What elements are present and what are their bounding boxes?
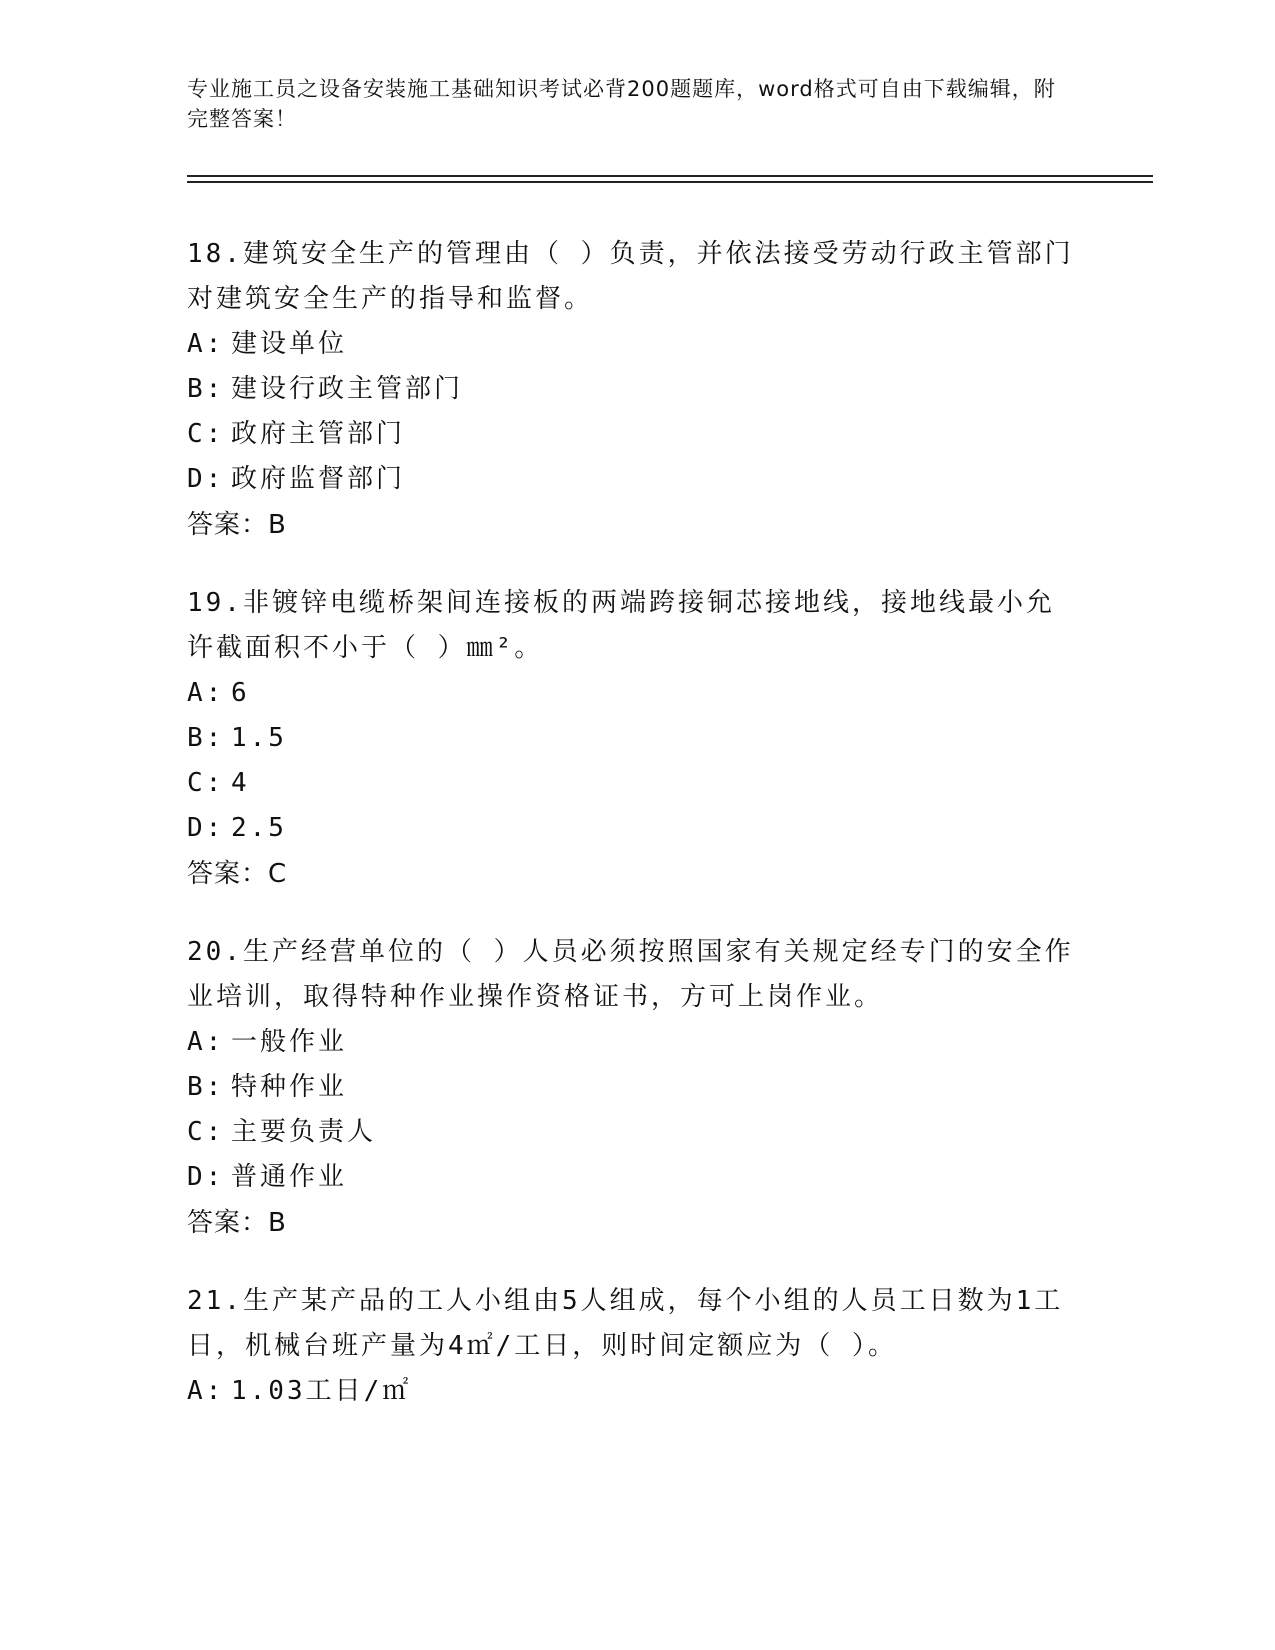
option-a xyxy=(187,1369,1077,1414)
option-letter: C: xyxy=(187,419,225,449)
question-list xyxy=(187,232,1077,1447)
option-text: 1.5 xyxy=(231,723,287,753)
option-letter: C: xyxy=(187,1117,225,1147)
option-d xyxy=(187,457,1077,502)
question-text: 19.非镀锌电缆桥架间连接板的两端跨接铜芯接地线，接地线最小允许截面积不小于（ ）㎜²。 xyxy=(187,588,1055,663)
option-letter: C: xyxy=(187,768,225,798)
option-letter: A: xyxy=(187,329,225,359)
option-b xyxy=(187,367,1077,412)
option-text: 政府主管部门 xyxy=(231,419,406,449)
option-d xyxy=(187,1155,1077,1200)
question-text: 21.生产某产品的工人小组由5人组成，每个小组的人员工日数为1工日，机械台班产量为4㎡/工日，则时间定额应为（ ）。 xyxy=(187,1286,1064,1361)
option-text: 政府监督部门 xyxy=(231,464,406,494)
question-18 xyxy=(187,232,1077,548)
question-text: 20.生产经营单位的（ ）人员必须按照国家有关规定经专门的安全作业培训，取得特种作业操作资格证书，方可上岗作业。 xyxy=(187,937,1074,1012)
option-letter: D: xyxy=(187,813,225,843)
answer-line: 答案：B xyxy=(187,1208,287,1238)
option-text: 主要负责人 xyxy=(231,1117,377,1147)
option-a xyxy=(187,322,1077,367)
option-letter: A: xyxy=(187,1376,225,1406)
option-d xyxy=(187,806,1077,851)
option-text: 4 xyxy=(231,768,250,798)
option-a xyxy=(187,671,1077,716)
option-letter: D: xyxy=(187,1162,225,1192)
header-rule-bottom xyxy=(187,181,1153,183)
option-c xyxy=(187,412,1077,457)
answer-line: 答案：C xyxy=(187,859,288,889)
option-text: 2.5 xyxy=(231,813,287,843)
option-text: 一般作业 xyxy=(231,1027,348,1057)
option-text: 普通作业 xyxy=(231,1162,348,1192)
option-text: 1.03工日/㎡ xyxy=(231,1376,412,1406)
option-letter: B: xyxy=(187,723,225,753)
option-b xyxy=(187,1065,1077,1110)
question-19 xyxy=(187,581,1077,897)
option-letter: A: xyxy=(187,678,225,708)
question-21 xyxy=(187,1279,1077,1414)
option-c xyxy=(187,1110,1077,1155)
option-letter: A: xyxy=(187,1027,225,1057)
question-text: 18.建筑安全生产的管理由（ ）负责，并依法接受劳动行政主管部门对建筑安全生产的指导和监督。 xyxy=(187,239,1074,314)
header-rule-top xyxy=(187,175,1153,177)
option-b xyxy=(187,716,1077,761)
option-text: 建设单位 xyxy=(231,329,348,359)
option-text: 6 xyxy=(231,678,250,708)
option-text: 特种作业 xyxy=(231,1072,348,1102)
document-header: 专业施工员之设备安装施工基础知识考试必背200题题库，word格式可自由下载编辑，附完整答案！ xyxy=(187,77,1056,131)
option-a xyxy=(187,1020,1077,1065)
option-letter: B: xyxy=(187,374,225,404)
question-20 xyxy=(187,930,1077,1246)
answer-line: 答案：B xyxy=(187,510,287,540)
option-c xyxy=(187,761,1077,806)
option-text: 建设行政主管部门 xyxy=(231,374,464,404)
option-letter: B: xyxy=(187,1072,225,1102)
option-letter: D: xyxy=(187,464,225,494)
